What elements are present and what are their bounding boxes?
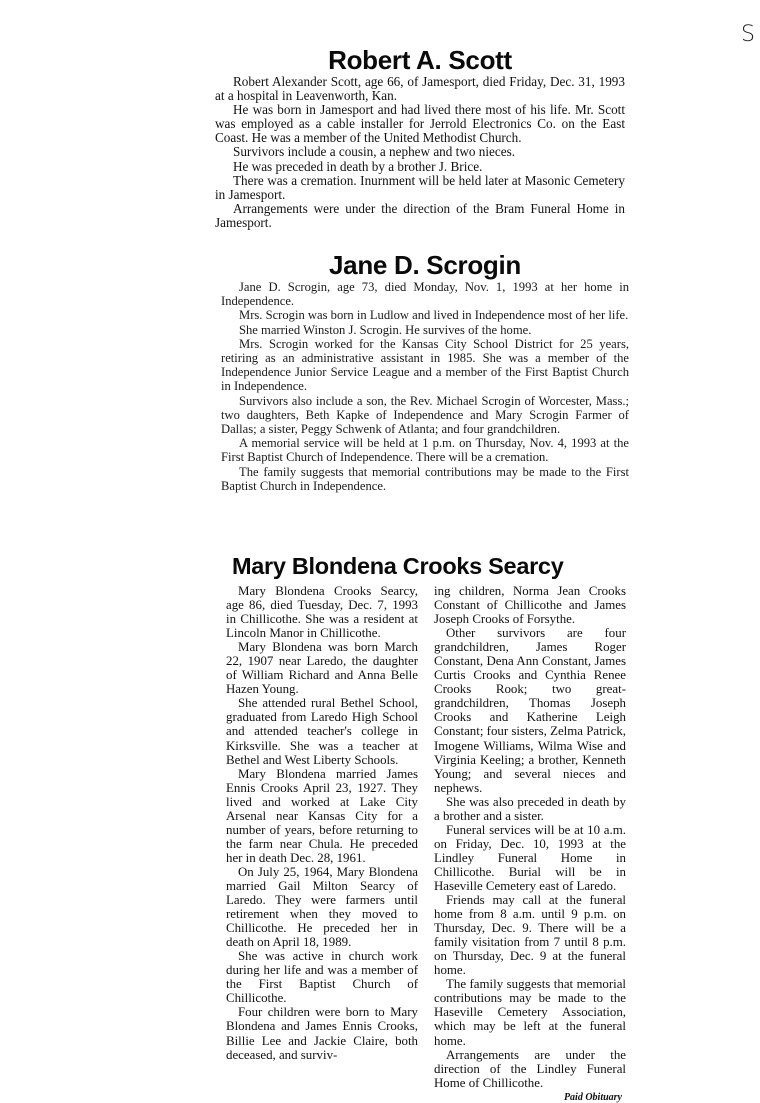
page-mark: S: [741, 22, 755, 47]
obituary-paragraph: Survivors also include a son, the Rev. Michael Scrogin of Worcester, Mass.; two daughters, Beth Kapke of Independence and Mary Scrogin Farmer of Dallas; a sister, Peggy Schwenk of Atlanta; and four grandchildren.: [221, 393, 629, 437]
obituary-paragraph: Arrangements were under the direction of the Bram Funeral Home in Jamesport.: [215, 200, 625, 230]
obituary-jane-scrogin: [221, 250, 629, 493]
obituary-paragraph: A memorial service will be held at 1 p.m. on Thursday, Nov. 4, 1993 at the First Baptist Church of Independence. There will be a cremation.: [221, 436, 629, 465]
obituary-robert-scott: [215, 45, 625, 230]
obituary-headline: Jane D. Scrogin: [329, 250, 521, 280]
obituary-paragraph: On July 25, 1964, Mary Blondena married Gail Milton Searcy of Laredo. They were farmers until retirement when they moved to Chillicothe. He preceded her in death on April 18, 1989.: [226, 864, 418, 950]
obituary-mary-searcy: [226, 552, 626, 1103]
obituary-paragraph: Mary Blondena married James Ennis Crooks April 23, 1927. They lived and worked at Lake City Arsenal near Kansas City for a number of years, before returning to the farm near Chula. He preceded her in death Dec. 28, 1961.: [226, 766, 418, 865]
obituary-paragraph: She married Winston J. Scrogin. He survives of the home.: [239, 322, 532, 337]
obituary-paragraph: There was a cremation. Inurnment will be held later at Masonic Cemetery in Jamesport.: [215, 172, 625, 202]
obituary-paragraph: She was also preceded in death by a brother and a sister.: [434, 794, 626, 823]
obituary-columns: [226, 584, 626, 1103]
obituary-headline: Robert A. Scott: [328, 45, 512, 75]
obituary-paragraph: Mrs. Scrogin worked for the Kansas City School District for 25 years, retiring as an administrative assistant in 1985. She was a member of the Independence Junior Service League and a member of the First Baptist Church in Independence.: [221, 336, 629, 394]
obituary-paragraph: Survivors include a cousin, a nephew and two nieces.: [233, 144, 515, 160]
obituary-paragraph: The family suggests that memorial contributions may be made to the First Baptist Church in Independence.: [221, 464, 629, 493]
obituary-paragraph: Four children were born to Mary Blondena and James Ennis Crooks, Billie Lee and Jackie Claire, both deceased, and surviv-: [226, 1005, 418, 1062]
obituary-paragraph: Robert Alexander Scott, age 66, of Jamesport, died Friday, Dec. 31, 1993 at a hospital in Leavenworth, Kan.: [215, 74, 625, 104]
column-right: [434, 584, 626, 1103]
obituary-paragraph: Mrs. Scrogin was born in Ludlow and lived in Independence most of her life.: [239, 308, 629, 323]
obituary-paragraph: The family suggests that memorial contributions may be made to the Haseville Cemetery Association, which may be left at the funeral home.: [434, 977, 626, 1048]
paid-obituary-signoff: Paid Obituary: [563, 1091, 622, 1103]
obituary-paragraph: He was born in Jamesport and had lived there most of his life. Mr. Scott was employed as a cable installer for Jerrold Electronics Co. on the East Coast. He was a member of the United Methodist Church.: [215, 102, 625, 146]
obituary-paragraph: Jane D. Scrogin, age 73, died Monday, Nov. 1, 1993 at her home in Independence.: [221, 280, 629, 309]
obituary-paragraph: He was preceded in death by a brother J. Brice.: [233, 158, 483, 174]
obituary-paragraph: Mary Blondena Crooks Searcy, age 86, died Tuesday, Dec. 7, 1993 in Chillicothe. She was a resident at Lincoln Manor in Chillicothe.: [226, 584, 418, 641]
obituary-paragraph: Other survivors are four grandchildren, James Roger Constant, Dena Ann Constant, James Curtis Crooks and Cynthia Renee Crooks Rook; two great-grandchildren, Thomas Joseph Crooks and Katherine Leigh Constant; four sisters, Zelma Patrick, Imogene Williams, Wilma Wise and Virginia Keeling; a brother, Kenneth Young; and several nieces and nephews.: [434, 626, 626, 795]
obituary-headline: Mary Blondena Crooks Searcy: [232, 553, 564, 579]
obituary-paragraph: She was active in church work during her life and was a member of the First Baptist Church of Chillicothe.: [226, 949, 418, 1006]
obituary-paragraph: Mary Blondena was born March 22, 1907 near Laredo, the daughter of William Richard and Anna Belle Hazen Young.: [226, 640, 418, 697]
obituary-paragraph: She attended rural Bethel School, graduated from Laredo High School and attended teacher's college in Kirksville. She was a teacher at Bethel and West Liberty Schools.: [226, 696, 418, 767]
obituary-paragraph: Friends may call at the funeral home from 8 a.m. until 9 p.m. on Thursday, Dec. 9. There will be a family visitation from 7 until 8 p.m. on Thursday, Dec. 9 at the funeral home.: [434, 893, 626, 978]
obituary-paragraph: ing children, Norma Jean Crooks Constant of Chillicothe and James Joseph Crooks of Forsythe.: [434, 584, 626, 627]
obituary-paragraph: Funeral services will be at 10 a.m. on Friday, Dec. 10, 1993 at the Lindley Funeral Home in Chillicothe. Burial will be in Haseville Cemetery east of Laredo.: [434, 822, 626, 893]
obituary-paragraph: Arrangements are under the direction of the Lindley Funeral Home of Chillicothe.: [434, 1047, 626, 1090]
column-left: [226, 584, 418, 1103]
